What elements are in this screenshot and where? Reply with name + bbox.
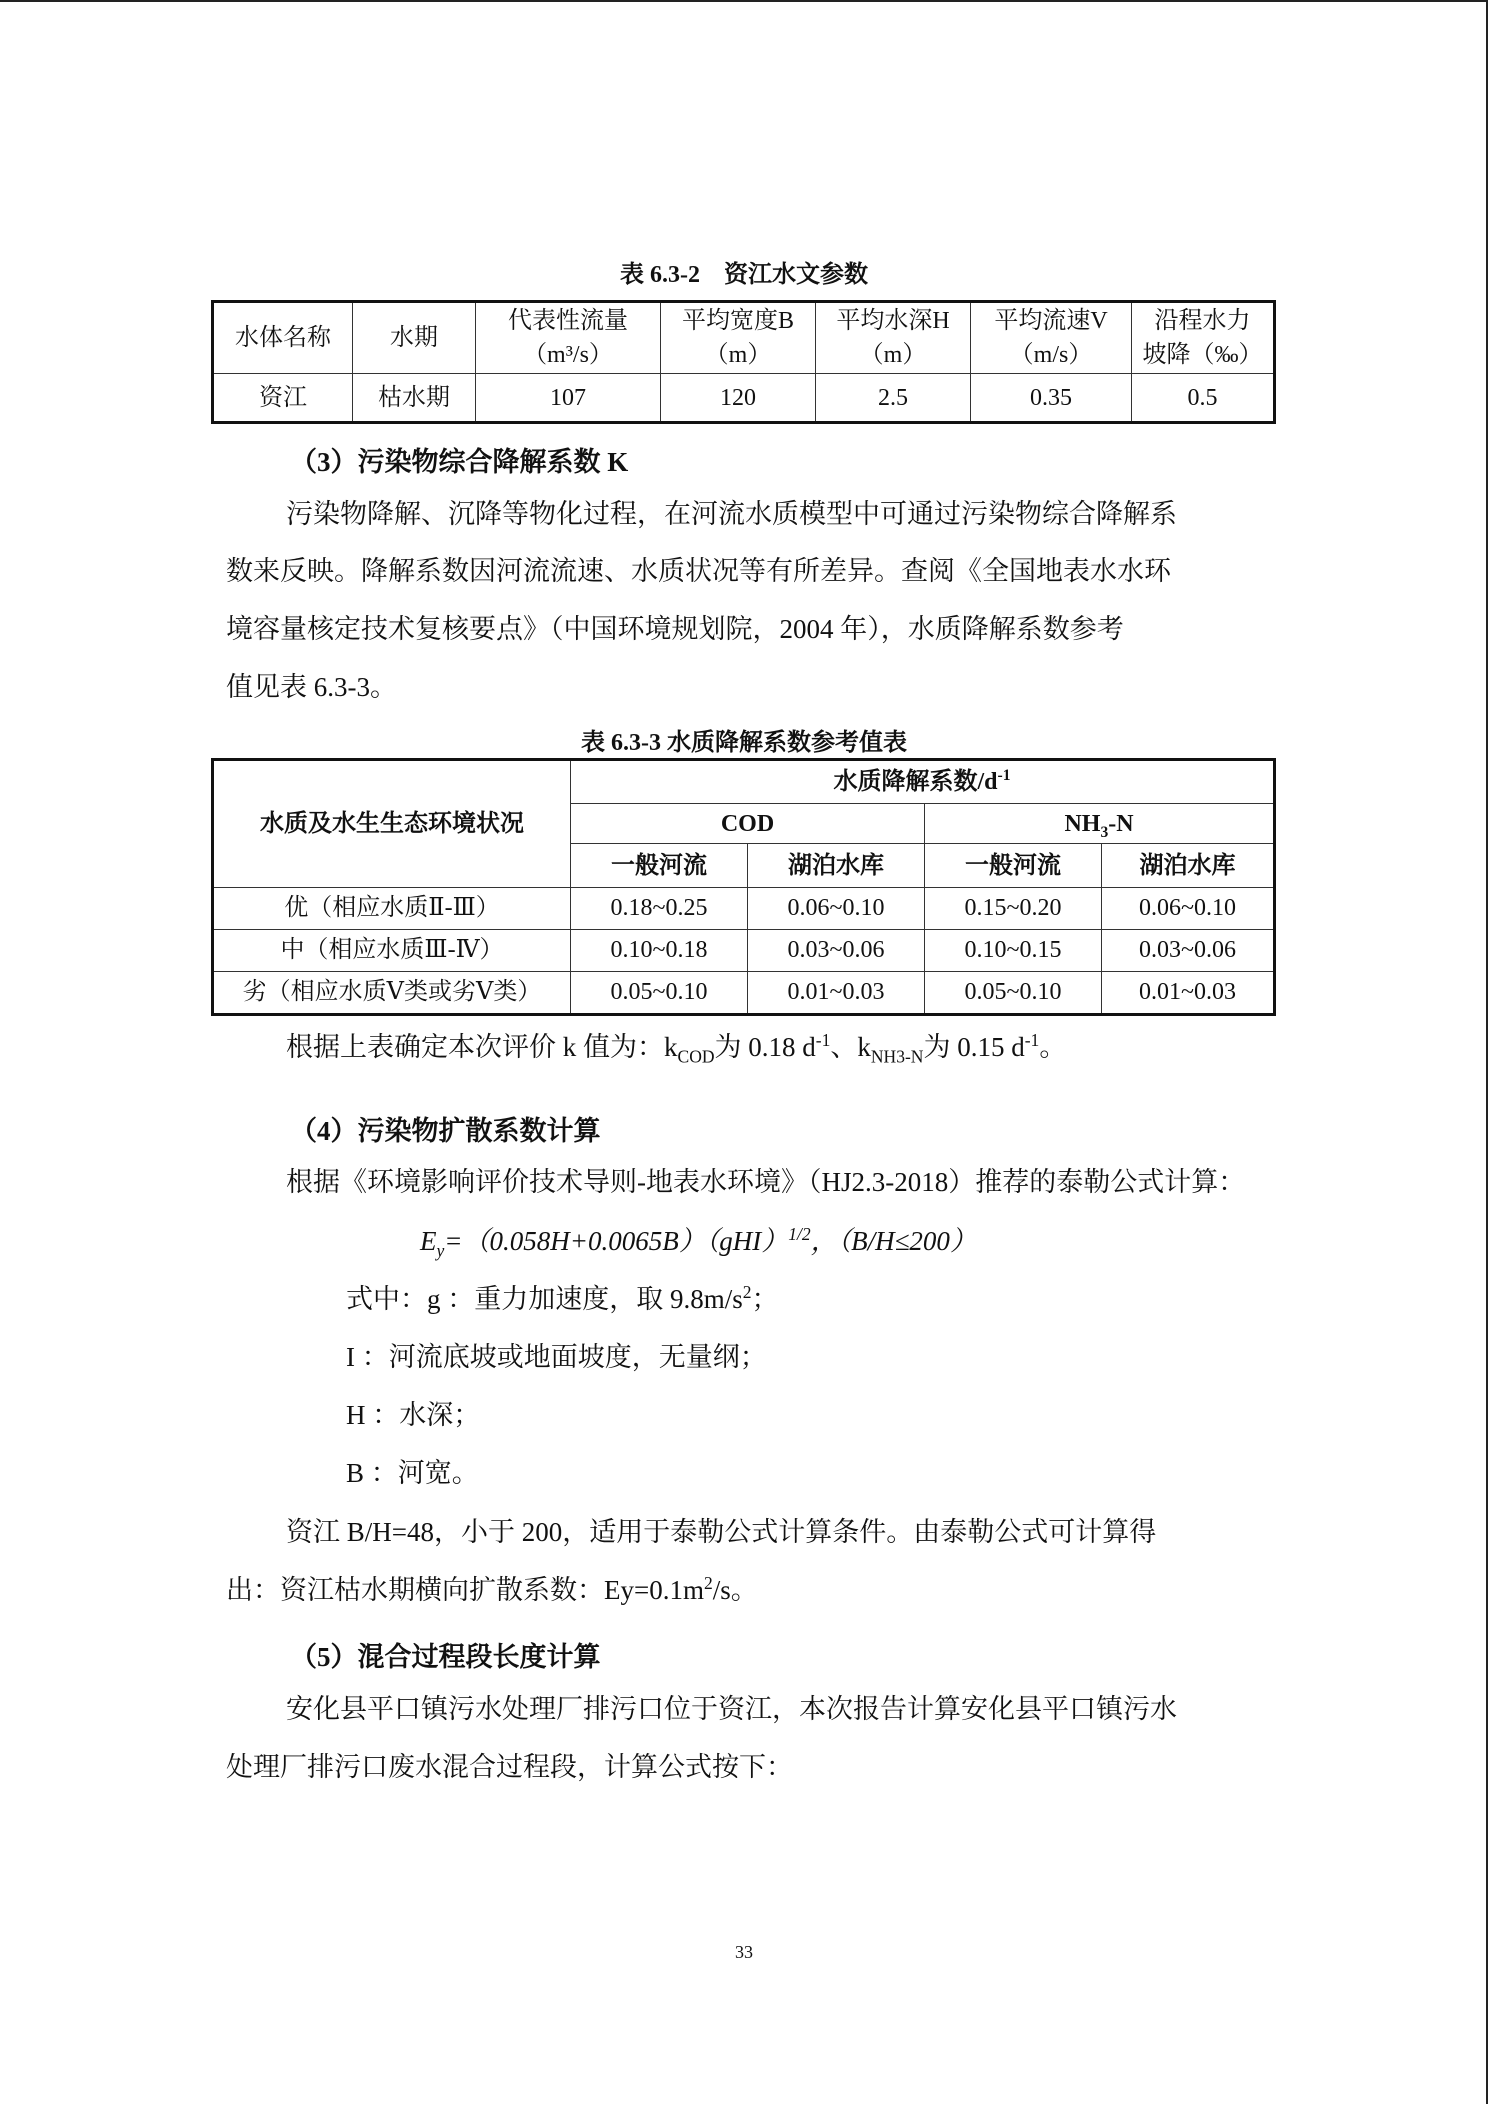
result-sup: 2 xyxy=(703,1573,713,1593)
header-unit: （m） xyxy=(704,342,772,368)
table-cell: 0.35 xyxy=(971,374,1132,423)
group-header xyxy=(571,760,1275,804)
table1-header-cell xyxy=(353,302,476,374)
section3-para-line: 值见表 6.3-3。 xyxy=(226,672,397,702)
table-cell: 0.01~0.03 xyxy=(748,971,925,1014)
section5-para-line: 处理厂排污口废水混合过程段，计算公式按下： xyxy=(226,1752,793,1782)
k-text: 为 0.15 d xyxy=(923,1032,1025,1062)
table2-caption: 表 6.3-3 水质降解系数参考值表 xyxy=(581,730,907,756)
table1-header-cell xyxy=(971,302,1132,374)
k-text: 。 xyxy=(1039,1032,1067,1062)
formula-text: ，（B/H≤200） xyxy=(810,1226,977,1256)
header-text: 水体名称 xyxy=(235,325,331,351)
k-text: 根据上表确定本次评价 k 值为：k xyxy=(286,1032,678,1062)
sub-header: 湖泊水库 xyxy=(748,844,925,888)
table-cell: 0.15~0.20 xyxy=(925,888,1102,930)
result-text: /s。 xyxy=(712,1575,758,1605)
degradation-table xyxy=(211,758,1276,1016)
where-I: I ：河流底坡或地面坡度，无量纲； xyxy=(346,1342,767,1372)
where-B: B ：河宽。 xyxy=(346,1458,479,1488)
table-cell: 0.10~0.18 xyxy=(571,929,748,971)
nh3-text: -N xyxy=(1108,810,1134,837)
header-unit: （m/s） xyxy=(1009,342,1093,368)
table-cell: 0.06~0.10 xyxy=(748,888,925,930)
table-cell: 107 xyxy=(476,374,661,423)
k-text: 、k xyxy=(830,1032,871,1062)
formula-text: =（0.058H+0.0065B）（gHI） xyxy=(444,1226,789,1256)
section3-para-line: 境容量核定技术复核要点》（中国环境规划院，2004 年），水质降解系数参考 xyxy=(226,614,1124,644)
table-cell: 2.5 xyxy=(816,374,971,423)
k-sup: -1 xyxy=(1024,1030,1040,1050)
table-cell: 0.03~0.06 xyxy=(748,929,925,971)
group-header-sup: -1 xyxy=(997,767,1011,784)
formula-sup: 1/2 xyxy=(788,1224,811,1244)
header-unit: 坡降（‰） xyxy=(1142,342,1263,368)
row-header: 水质及水生生态环境状况 xyxy=(213,760,571,888)
table-row xyxy=(213,929,1275,971)
formula-sub: y xyxy=(436,1240,445,1261)
hydrology-table xyxy=(211,300,1276,424)
table-cell: 0.06~0.10 xyxy=(1102,888,1275,930)
k-text: 为 0.18 d xyxy=(714,1032,816,1062)
table1-header-cell xyxy=(1132,302,1275,374)
k-sub: COD xyxy=(677,1046,715,1067)
table-cell: 0.5 xyxy=(1132,374,1275,423)
row-label: 劣（相应水质Ⅴ类或劣Ⅴ类） xyxy=(213,971,571,1014)
table1-header-cell xyxy=(213,302,353,374)
table1-caption: 表 6.3-2 资江水文参数 xyxy=(620,262,868,288)
table-cell: 枯水期 xyxy=(353,374,476,423)
table-cell: 0.01~0.03 xyxy=(1102,971,1275,1014)
page-number: 33 xyxy=(735,1942,753,1962)
header-text: 平均流速V xyxy=(994,308,1108,334)
section4-intro: 根据《环境影响评价技术导则-地表水环境》（HJ2.3-2018）推荐的泰勒公式计算： xyxy=(286,1167,1246,1197)
nh3-header xyxy=(925,804,1275,844)
where-text: ； xyxy=(751,1284,779,1314)
cod-header: COD xyxy=(571,804,925,844)
result-text: 出：资江枯水期横向扩散系数：Ey=0.1m xyxy=(226,1575,704,1605)
table2-header-row xyxy=(213,760,1275,804)
nh3-sub: 3 xyxy=(1100,823,1109,841)
section4-heading: （4）污染物扩散系数计算 xyxy=(290,1116,601,1146)
section3-heading: （3）污染物综合降解系数 K xyxy=(290,447,629,477)
result-line: 资江 B/H=48，小于 200，适用于泰勒公式计算条件。由泰勒公式可计算得 xyxy=(286,1517,1157,1547)
table-cell: 0.10~0.15 xyxy=(925,929,1102,971)
header-text: 代表性流量 xyxy=(508,308,628,334)
k-value-line xyxy=(286,1030,1067,1067)
sub-header: 湖泊水库 xyxy=(1102,844,1275,888)
table-row xyxy=(213,971,1275,1014)
taylor-formula xyxy=(420,1224,977,1261)
header-unit: （m³/s） xyxy=(523,342,613,368)
table-cell: 0.05~0.10 xyxy=(571,971,748,1014)
where-g xyxy=(346,1284,779,1314)
table-cell: 0.18~0.25 xyxy=(571,888,748,930)
table1-header-row xyxy=(213,302,1275,374)
table-row xyxy=(213,374,1275,423)
header-text: 沿程水力 xyxy=(1154,308,1251,334)
where-sup: 2 xyxy=(742,1282,752,1302)
table1-header-cell xyxy=(661,302,816,374)
section3-para-line: 数来反映。降解系数因河流流速、水质状况等有所差异。查阅《全国地表水水环 xyxy=(226,556,1171,586)
table1-header-cell xyxy=(816,302,971,374)
table-cell: 0.03~0.06 xyxy=(1102,929,1275,971)
section5-heading: （5）混合过程段长度计算 xyxy=(290,1642,601,1672)
table1-header-cell xyxy=(476,302,661,374)
header-unit: （m） xyxy=(859,342,927,368)
table-cell: 资江 xyxy=(213,374,353,423)
sub-header: 一般河流 xyxy=(571,844,748,888)
result-line xyxy=(226,1575,758,1605)
table-cell: 0.05~0.10 xyxy=(925,971,1102,1014)
where-text: 式中：g ：重力加速度，取 9.8m/s xyxy=(346,1284,743,1314)
where-H: H ：水深； xyxy=(346,1400,481,1430)
section3-para-line: 污染物降解、沉降等物化过程，在河流水质模型中可通过污染物综合降解系 xyxy=(286,499,1177,529)
header-text: 平均水深H xyxy=(836,308,950,334)
row-label: 优（相应水质Ⅱ-Ⅲ） xyxy=(213,888,571,930)
formula-text: E xyxy=(420,1226,437,1256)
group-header-text: 水质降解系数/d xyxy=(833,769,998,795)
row-label: 中（相应水质Ⅲ-Ⅳ） xyxy=(213,929,571,971)
nh3-text: NH xyxy=(1064,810,1101,837)
k-sub: NH3-N xyxy=(870,1046,924,1067)
header-text: 水期 xyxy=(390,325,438,351)
section5-para-line: 安化县平口镇污水处理厂排污口位于资江，本次报告计算安化县平口镇污水 xyxy=(286,1694,1177,1724)
header-text: 平均宽度B xyxy=(681,308,794,334)
k-sup: -1 xyxy=(815,1030,831,1050)
sub-header: 一般河流 xyxy=(925,844,1102,888)
table-row xyxy=(213,888,1275,930)
table-cell: 120 xyxy=(661,374,816,423)
